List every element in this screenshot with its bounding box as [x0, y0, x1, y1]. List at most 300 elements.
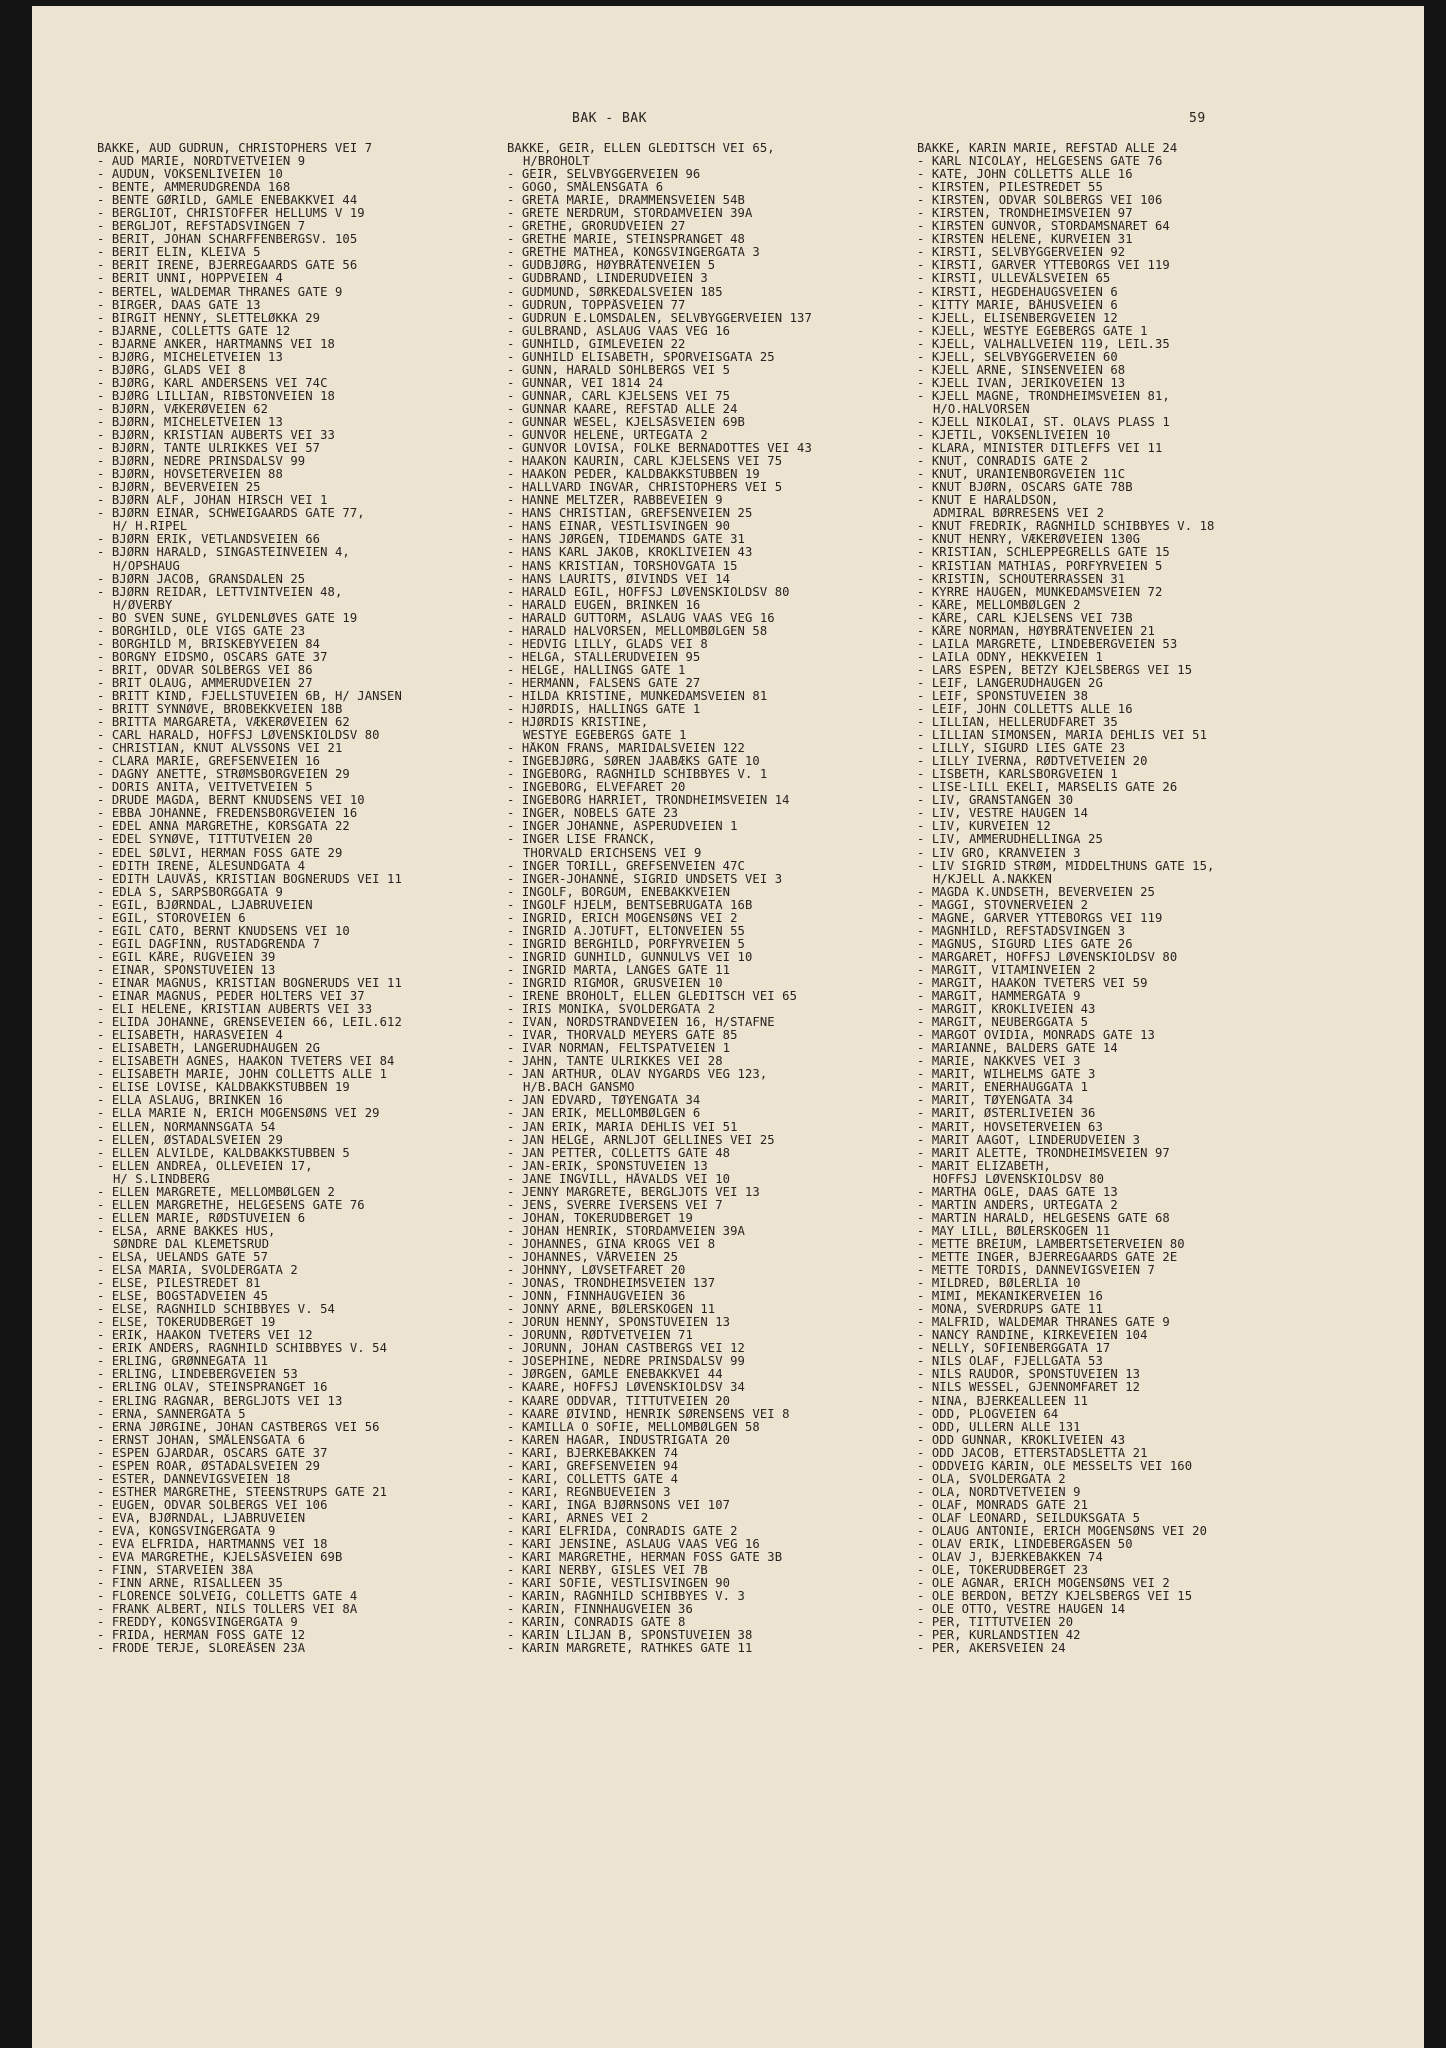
directory-entry: - BJØRN EINAR, SCHWEIGAARDS GATE 77, [97, 507, 365, 521]
directory-entry-continuation: H/B.BACH GANSMO [523, 1081, 635, 1095]
directory-entry: - INGRID, ERICH MOGENSØNS VEI 2 [507, 911, 738, 925]
directory-entry: - MARTIN HARALD, HELGESENS GATE 68 [917, 1211, 1170, 1225]
directory-entry: - MARTIN ANDERS, URTEGATA 2 [917, 1198, 1118, 1212]
directory-entry: - LARS ESPEN, BETZY KJELSBERGS VEI 15 [917, 663, 1193, 677]
directory-entry: - HANS LAURITS, ØIVINDS VEI 14 [507, 572, 731, 586]
directory-entry: - KARIN MARGRETE, RATHKES GATE 11 [507, 1642, 753, 1656]
directory-entry: - HÅKON FRANS, MARIDALSVEIEN 122 [507, 742, 745, 756]
directory-entry: - HERMANN, FALSENS GATE 27 [507, 676, 701, 690]
directory-entry: - MARIT ALETTE, TRONDHEIMSVEIEN 97 [917, 1146, 1170, 1160]
directory-entry: - EDLA S, SARPSBORGGATA 9 [97, 885, 283, 899]
directory-entry: - ODD, ULLERN ALLE 131 [917, 1420, 1081, 1434]
directory-entry: - OLE OTTO, VESTRE HAUGEN 14 [917, 1603, 1126, 1617]
directory-entry: - EDEL ANNA MARGRETHE, KORSGATA 22 [97, 820, 350, 834]
directory-entry: - AUDUN, VOKSENLIVEIEN 10 [97, 168, 283, 182]
directory-entry: - HELGA, STALLERUDVEIEN 95 [507, 650, 701, 664]
directory-entry: - GUNHILD ELISABETH, SPORVEISGATA 25 [507, 350, 775, 364]
directory-entry: - INGRID RIGMOR, GRUSVEIEN 10 [507, 977, 723, 990]
directory-entry: - GEIR, SELVBYGGERVEIEN 96 [507, 168, 701, 182]
directory-entry: - JOHAN, TOKERUDBERGET 19 [507, 1211, 693, 1225]
directory-entry: - KIRSTI, ULLEVÅLSVEIEN 65 [917, 272, 1111, 286]
directory-entry: - BJØRG LILLIAN, RIBSTONVEIEN 18 [97, 389, 335, 403]
directory-entry: - ERLING, GRØNNEGATA 11 [97, 1355, 269, 1369]
directory-entry: - BJØRG, GLADS VEI 8 [97, 363, 246, 377]
directory-entry: - LIV GRO, KRANVEIEN 3 [917, 846, 1081, 860]
directory-entry: - GUNHILD, GIMLEVEIEN 22 [507, 337, 686, 351]
scan-border-right [1424, 0, 1446, 2048]
directory-entry: - HANS EINAR, VESTLISVINGEN 90 [507, 520, 731, 534]
directory-entry-continuation: H/KJELL A.NAKKEN [933, 872, 1052, 886]
directory-entry: - BERGLJOT, REFSTADSVINGEN 7 [97, 220, 306, 234]
directory-entry: - EINAR MAGNUS, KRISTIAN BOGNERUDS VEI 11 [97, 977, 402, 990]
directory-entry: - KIRSTI, HEGDEHAUGSVEIEN 6 [917, 285, 1118, 299]
directory-entry: - EGIL KÅRE, RUGVEIEN 39 [97, 950, 276, 964]
directory-entry: - OLA, SVOLDERGATA 2 [917, 1472, 1066, 1486]
directory-entry: - BORGHILD M, BRISKEBYVEIEN 84 [97, 637, 321, 651]
directory-entry: - NILS RAUDOR, SPONSTUVEIEN 13 [917, 1368, 1141, 1382]
directory-entry: - GUNNAR, VEI 1814 24 [507, 376, 664, 390]
directory-entry-continuation: H/ H.RIPEL [113, 520, 188, 534]
directory-entry: - ODD JACOB, ETTERSTADSLETTA 21 [917, 1446, 1148, 1460]
directory-entry: - LAILA ODNY, HEKKVEIEN 1 [917, 650, 1103, 664]
directory-entry-continuation: SØNDRE DAL KLEMETSRUD [113, 1237, 270, 1251]
directory-entry: - INGEBJØRG, SØREN JAABÆKS GATE 10 [507, 755, 760, 769]
directory-entry: - KJELL, WESTYE EGEBERGS GATE 1 [917, 324, 1148, 338]
directory-entry: - ODD, PLOGVEIEN 64 [917, 1407, 1059, 1421]
directory-entry: - ERLING, LINDEBERGVEIEN 53 [97, 1368, 298, 1382]
directory-entry: - KIRSTEN, TRONDHEIMSVEIEN 97 [917, 207, 1133, 221]
directory-entry: - KJELL, VALHALLVEIEN 119, LEIL.35 [917, 337, 1170, 351]
directory-entry: - ELSE, TOKERUDBERGET 19 [97, 1316, 276, 1330]
directory-entry: - KRISTIAN MATHIAS, PORFYRVEIEN 5 [917, 559, 1163, 573]
directory-entry: - BRITTA MARGARETA, VÆKERØVEIEN 62 [97, 716, 350, 730]
directory-entry: - IVAN, NORDSTRANDVEIEN 16, H/STAFNE [507, 1016, 775, 1030]
directory-entry: - MARIT, TØYENGATA 34 [917, 1094, 1074, 1108]
directory-entry: - KARI MARGRETHE, HERMAN FOSS GATE 3B [507, 1551, 783, 1565]
directory-entry: - EDITH LAUVÅS, KRISTIAN BOGNERUDS VEI 11 [97, 872, 402, 886]
directory-entry: - MARIT, HOVSETERVEIEN 63 [917, 1120, 1103, 1134]
directory-entry-continuation: H/OPSHAUG [113, 559, 180, 573]
directory-entry: - EUGEN, ODVAR SOLBERGS VEI 106 [97, 1498, 328, 1512]
directory-entry: - INGRID GUNHILD, GUNNULVS VEI 10 [507, 950, 753, 964]
directory-entry: - LISE-LILL EKELI, MARSELIS GATE 26 [917, 781, 1178, 795]
directory-entry: - BORGNY EIDSMO, OSCARS GATE 37 [97, 650, 328, 664]
directory-entry: - BIRGIT HENNY, SLETTELØKKA 29 [97, 311, 321, 325]
directory-entry: - OLAF LEONARD, SEILDUKSGATA 5 [917, 1511, 1141, 1525]
directory-entry: - EVA, BJØRNDAL, LJABRUVEIEN [97, 1511, 306, 1525]
directory-entry: - KJELL NIKOLAI, ST. OLAVS PLASS 1 [917, 415, 1170, 429]
directory-entry: - INGER-JOHANNE, SIGRID UNDSETS VEI 3 [507, 872, 783, 886]
directory-entry: - GUDRUN E.LOMSDALEN, SELVBYGGERVEIEN 137 [507, 311, 812, 325]
directory-entry: - MARIANNE, BALDERS GATE 14 [917, 1042, 1118, 1056]
directory-entry: - ELSA, UELANDS GATE 57 [97, 1250, 269, 1264]
directory-entry: - KNUT, CONRADIS GATE 2 [917, 455, 1089, 469]
directory-entry: - BERTEL, WALDEMAR THRANES GATE 9 [97, 285, 343, 299]
directory-entry: - HILDA KRISTINE, MUNKEDAMSVEIEN 81 [507, 689, 768, 703]
directory-entry: - KÅRE, MELLOMBØLGEN 2 [917, 598, 1081, 612]
directory-entry: - ELLEN MARIE, RØDSTUVEIEN 6 [97, 1211, 306, 1225]
directory-entry: - JORUNN, RØDTVETVEIEN 71 [507, 1329, 693, 1343]
directory-entry: - BERGLIOT, CHRISTOFFER HELLUMS V 19 [97, 207, 365, 221]
directory-entry: - BJØRN, MICHELETVEIEN 13 [97, 415, 283, 429]
directory-entry: - BJØRN HARALD, SINGASTEINVEIEN 4, [97, 546, 350, 560]
directory-entry: - ELLEN MARGRETE, MELLOMBØLGEN 2 [97, 1185, 335, 1199]
directory-entry: - ELLEN ALVILDE, KALDBAKKSTUBBEN 5 [97, 1146, 350, 1160]
directory-entry: - KARI NERBY, GISLES VEI 7B [507, 1564, 708, 1578]
directory-entry: - IRIS MONIKA, SVOLDERGATA 2 [507, 1003, 716, 1017]
directory-entry: - GUNVOR LOVISA, FOLKE BERNADOTTES VEI 43 [507, 442, 812, 456]
directory-entry: - ELSA MARIA, SVOLDERGATA 2 [97, 1264, 298, 1278]
directory-entry: - JAN EDVARD, TØYENGATA 34 [507, 1094, 701, 1108]
directory-entry: - MIMI, MEKANIKERVEIEN 16 [917, 1290, 1103, 1304]
directory-entry: - GRETHE, GRORUDVEIEN 27 [507, 220, 686, 234]
directory-entry: - KARIN, RAGNHILD SCHIBBYES V. 3 [507, 1590, 745, 1604]
directory-entry: - JOSEPHINE, NEDRE PRINSDALSV 99 [507, 1355, 745, 1369]
directory-entry: - BJØRN ERIK, VETLANDSVEIEN 66 [97, 533, 321, 547]
directory-entry: - KIRSTEN HELENE, KURVEIEN 31 [917, 233, 1133, 247]
directory-entry: - INGER LISE FRANCK, [507, 833, 656, 847]
directory-entry: - KNUT HENRY, VÆKERØVEIEN 130G [917, 533, 1141, 547]
directory-entry: - GRETE NERDRUM, STORDAMVEIEN 39A [507, 207, 753, 221]
directory-entry: - JOHANNES, GINA KROGS VEI 8 [507, 1237, 716, 1251]
directory-entry: - OLAF, MONRADS GATE 21 [917, 1498, 1089, 1512]
directory-entry: - GUNNAR WESEL, KJELSÅSVEIEN 69B [507, 415, 745, 429]
directory-entry: - HANNE MELTZER, RABBEVEIEN 9 [507, 494, 723, 508]
directory-entry: - LILLY IVERNA, RØDTVETVEIEN 20 [917, 755, 1148, 769]
directory-entry: - ELLEN ANDREA, OLLEVEIEN 17, [97, 1159, 313, 1173]
directory-entry: - KIRSTEN, ODVAR SOLBERGS VEI 106 [917, 194, 1163, 208]
directory-entry: - KNUT FREDRIK, RAGNHILD SCHIBBYES V. 18 [917, 520, 1215, 534]
directory-entry: - ELLEN, ØSTADALSVEIEN 29 [97, 1133, 283, 1147]
directory-entry: - EGIL CATO, BERNT KNUDSENS VEI 10 [97, 924, 350, 938]
directory-entry: - DORIS ANITA, VEITVETVEIEN 5 [97, 781, 313, 795]
directory-entry: - ELSE, PILESTREDET 81 [97, 1277, 261, 1291]
directory-entry: - KJELL, SELVBYGGERVEIEN 60 [917, 350, 1118, 364]
directory-entry-continuation: THORVALD ERICHSENS VEI 9 [523, 846, 702, 860]
directory-entry: - GUDBJØRG, HØYBRÅTENVEIEN 5 [507, 259, 716, 273]
directory-page [32, 6, 1424, 2048]
directory-entry: - HALLVARD INGVAR, CHRISTOPHERS VEI 5 [507, 481, 783, 495]
directory-entry: - BJØRN JACOB, GRANSDALEN 25 [97, 572, 306, 586]
directory-entry: - IVAR NORMAN, FELTSPATVEIEN 1 [507, 1042, 731, 1056]
directory-entry: - LEIF, JOHN COLLETTS ALLE 16 [917, 703, 1133, 717]
directory-entry: - JAN ERIK, MELLOMBØLGEN 6 [507, 1107, 701, 1121]
directory-entry: - ELLA MARIE N, ERICH MOGENSØNS VEI 29 [97, 1107, 380, 1121]
directory-entry: - JANE INGVILL, HÅVALDS VEI 10 [507, 1172, 731, 1186]
directory-entry: - MAY LILL, BØLERSKOGEN 11 [917, 1224, 1111, 1238]
directory-column-2 [507, 142, 917, 1655]
directory-entry: - BO SVEN SUNE, GYLDENLØVES GATE 19 [97, 611, 358, 625]
directory-entry: - GRETHE MATHEA, KONGSVINGERGATA 3 [507, 246, 760, 260]
directory-entry: - KARI, COLLETTS GATE 4 [507, 1472, 679, 1486]
directory-entry-continuation: ADMIRAL BØRRESENS VEI 2 [933, 507, 1105, 521]
directory-entry: - ELLEN, NORMANNSGATA 54 [97, 1120, 276, 1134]
directory-entry: - LILLIAN SIMONSEN, MARIA DEHLIS VEI 51 [917, 729, 1208, 743]
directory-entry: - EVA, KONGSVINGERGATA 9 [97, 1524, 276, 1538]
directory-entry: - KAARE ODDVAR, TITTUTVEIEN 20 [507, 1394, 731, 1408]
directory-entry: - KAMILLA O SOFIE, MELLOMBØLGEN 58 [507, 1420, 760, 1434]
directory-entry: - FRANK ALBERT, NILS TOLLERS VEI 8A [97, 1603, 358, 1617]
directory-entry: - EGIL, BJØRNDAL, LJABRUVEIEN [97, 898, 313, 912]
directory-entry: - DAGNY ANETTE, STRØMSBORGVEIEN 29 [97, 768, 350, 782]
directory-entry: - MAGNHILD, REFSTADSVINGEN 3 [917, 924, 1126, 938]
directory-entry: - KARI ELFRIDA, CONRADIS GATE 2 [507, 1524, 738, 1538]
directory-entry: - MARIT, ENERHAUGGATA 1 [917, 1081, 1089, 1095]
directory-entry: - MARIE, NAKKVES VEI 3 [917, 1055, 1081, 1069]
directory-entry: - HANS KRISTIAN, TORSHOVGATA 15 [507, 559, 738, 573]
directory-entry: - BERIT IRENE, BJERREGAARDS GATE 56 [97, 259, 358, 273]
directory-entry: - EDITH IRENE, ÅLESUNDGATA 4 [97, 859, 306, 873]
directory-entry: - BRITT KIND, FJELLSTUVEIEN 6B, H/ JANSEN [97, 689, 402, 703]
directory-entry: - DRUDE MAGDA, BERNT KNUDSENS VEI 10 [97, 794, 365, 808]
directory-entry: - INGER, NOBELS GATE 23 [507, 807, 679, 821]
directory-entry: - NELLY, SOFIENBERGGATA 17 [917, 1342, 1111, 1356]
directory-entry: - INGRID A.JOTUFT, ELTONVEIEN 55 [507, 924, 745, 938]
directory-entry: - JOHNNY, LØVSETFARET 20 [507, 1264, 686, 1278]
directory-entry: - BJARNE, COLLETTS GATE 12 [97, 324, 291, 338]
directory-entry: - ELISABETH MARIE, JOHN COLLETTS ALLE 1 [97, 1068, 388, 1082]
directory-entry: - KIRSTEN GUNVOR, STORDAMSNARET 64 [917, 220, 1170, 234]
directory-entry: - KNUT BJØRN, OSCARS GATE 78B [917, 481, 1133, 495]
page-number: 59 [1189, 111, 1206, 126]
directory-column-1 [97, 142, 507, 1655]
directory-entry: - MARIT AAGOT, LINDERUDVEIEN 3 [917, 1133, 1141, 1147]
directory-entry: - ERNA JØRGINE, JOHAN CASTBERGS VEI 56 [97, 1420, 380, 1434]
directory-entry: - MARIT ELIZABETH, [917, 1159, 1051, 1173]
directory-column-3 [917, 142, 1327, 1655]
directory-entry: - EDEL SØLVI, HERMAN FOSS GATE 29 [97, 846, 343, 860]
directory-entry: - JAHN, TANTE ULRIKKES VEI 28 [507, 1055, 723, 1069]
directory-entry: - KJELL IVAN, JERIKOVEIEN 13 [917, 376, 1126, 390]
directory-entry: - METTE BREIUM, LAMBERTSETERVEIEN 80 [917, 1237, 1185, 1251]
directory-entry: - BRIT OLAUG, AMMERUDVEIEN 27 [97, 676, 313, 690]
directory-entry: - MONA, SVERDRUPS GATE 11 [917, 1303, 1103, 1317]
directory-entry: - IRENE BROHOLT, ELLEN GLEDITSCH VEI 65 [507, 990, 798, 1004]
directory-entry: - GUDBRAND, LINDERUDVEIEN 3 [507, 272, 708, 286]
directory-entry: - ESTHER MARGRETHE, STEENSTRUPS GATE 21 [97, 1485, 388, 1499]
directory-entry: - OLE, TOKERUDBERGET 23 [917, 1564, 1089, 1578]
directory-entry: - INGRID MARTA, LANGES GATE 11 [507, 963, 731, 977]
directory-entry: - BERIT ELIN, KLEIVA 5 [97, 246, 261, 260]
directory-entry: - JENNY MARGRETE, BERGLJOTS VEI 13 [507, 1185, 760, 1199]
directory-entry: - ESPEN GJARDAR, OSCARS GATE 37 [97, 1446, 328, 1460]
directory-entry-continuation: H/ØVERBY [113, 598, 173, 612]
directory-entry: - MARGOT OVIDIA, MONRADS GATE 13 [917, 1029, 1155, 1043]
directory-entry: - HANS KARL JAKOB, KROKLIVEIEN 43 [507, 546, 753, 560]
directory-entry: - ERLING OLAV, STEINSPRANGET 16 [97, 1381, 328, 1395]
directory-entry: - ESPEN ROAR, ØSTADALSVEIEN 29 [97, 1459, 321, 1473]
directory-entry: - FRIDA, HERMAN FOSS GATE 12 [97, 1629, 306, 1643]
directory-entry: - KARL NICOLAY, HELGESENS GATE 76 [917, 155, 1163, 169]
directory-entry: - ELSA, ARNE BAKKES HUS, [97, 1224, 276, 1238]
directory-entry: - ELISABETH, HARASVEIEN 4 [97, 1029, 283, 1043]
directory-entry: - FINN, STARVEIEN 38A [97, 1564, 254, 1578]
directory-entry: BAKKE, KARIN MARIE, REFSTAD ALLE 24 [917, 142, 1178, 155]
directory-entry: - KYRRE HAUGEN, MUNKEDAMSVEIEN 72 [917, 585, 1163, 599]
directory-entry: - LIV, GRANSTANGEN 30 [917, 794, 1074, 808]
directory-entry: - KÅRE, CARL KJELSENS VEI 73B [917, 611, 1133, 625]
directory-entry: - ERNA, SANNERGATA 5 [97, 1407, 246, 1421]
directory-entry: - OLAV J, BJERKEBAKKEN 74 [917, 1551, 1103, 1565]
directory-entry: - ELSE, BOGSTADVEIEN 45 [97, 1290, 269, 1304]
directory-entry: - KAREN HAGAR, INDUSTRIGATA 20 [507, 1433, 731, 1447]
directory-entry: - IVAR, THORVALD MEYERS GATE 85 [507, 1029, 738, 1043]
directory-entry: - KAARE, HOFFSJ LØVENSKIOLDSV 34 [507, 1381, 745, 1395]
directory-entry: - BERIT UNNI, HOPPVEIEN 4 [97, 272, 283, 286]
directory-entry: - JENS, SVERRE IVERSENS VEI 7 [507, 1198, 723, 1212]
scan-border-left [0, 0, 32, 2048]
directory-entry: - ERIK, HAAKON TVETERS VEI 12 [97, 1329, 313, 1343]
directory-entry: - CLARA MARIE, GREFSENVEIEN 16 [97, 755, 321, 769]
directory-entry: - GUNNAR, CARL KJELSENS VEI 75 [507, 389, 731, 403]
directory-entry: - INGEBORG HARRIET, TRONDHEIMSVEIEN 14 [507, 794, 790, 808]
directory-entry: - JONNY ARNE, BØLERSKOGEN 11 [507, 1303, 716, 1317]
directory-entry: - EBBA JOHANNE, FREDENSBORGVEIEN 16 [97, 807, 358, 821]
directory-entry: - CHRISTIAN, KNUT ALVSSONS VEI 21 [97, 742, 343, 756]
directory-entry: - MAGGI, STOVNERVEIEN 2 [917, 898, 1089, 912]
directory-entry: - KARIN, FINNHAUGVEIEN 36 [507, 1603, 693, 1617]
directory-entry: - EINAR MAGNUS, PEDER HOLTERS VEI 37 [97, 990, 365, 1004]
directory-entry: - KARI SOFIE, VESTLISVINGEN 90 [507, 1577, 731, 1591]
directory-entry: - GUDRUN, TOPPÅSVEIEN 77 [507, 298, 686, 312]
directory-entry: - GUNN, HARALD SOHLBERGS VEI 5 [507, 363, 731, 377]
directory-entry: - LILLY, SIGURD LIES GATE 23 [917, 742, 1126, 756]
directory-entry: - MARGIT, VITAMINVEIEN 2 [917, 963, 1096, 977]
directory-entry: - KRISTIN, SCHOUTERRASSEN 31 [917, 572, 1126, 586]
directory-entry: - INGRID BERGHILD, PORFYRVEIEN 5 [507, 937, 745, 951]
directory-entry: - KNUT E HARALDSON, [917, 494, 1059, 508]
directory-entry: - FREDDY, KONGSVINGERGATA 9 [97, 1616, 298, 1630]
directory-entry: - MARIT, WILHELMS GATE 3 [917, 1068, 1096, 1082]
directory-entry: - KJELL MAGNE, TRONDHEIMSVEIEN 81, [917, 389, 1170, 403]
directory-entry: - OLAUG ANTONIE, ERICH MOGENSØNS VEI 20 [917, 1524, 1208, 1538]
directory-entry-continuation: H/ S.LINDBERG [113, 1172, 210, 1186]
directory-entry: - BJØRN REIDAR, LETTVINTVEIEN 48, [97, 585, 343, 599]
directory-entry: - EDEL SYNØVE, TITTUTVEIEN 20 [97, 833, 313, 847]
directory-entry: BAKKE, AUD GUDRUN, CHRISTOPHERS VEI 7 [97, 142, 373, 155]
directory-entry: - HELGE, HALLINGS GATE 1 [507, 663, 686, 677]
directory-entry: - BRITT SYNNØVE, BROBEKKVEIEN 18B [97, 703, 343, 717]
directory-entry: - ERNST JOHAN, SMÅLENSGATA 6 [97, 1433, 306, 1447]
directory-entry: - INGER TORILL, GREFSENVEIEN 47C [507, 859, 745, 873]
directory-entry: - INGEBORG, RAGNHILD SCHIBBYES V. 1 [507, 768, 768, 782]
directory-entry: - KLARA, MINISTER DITLEFFS VEI 11 [917, 442, 1163, 456]
directory-entry: - MARGIT, KROKLIVEIEN 43 [917, 1003, 1096, 1017]
directory-entry: - KJETIL, VOKSENLIVEIEN 10 [917, 429, 1111, 443]
directory-entry: - GOGO, SMÅLENSGATA 6 [507, 181, 664, 195]
directory-entry: - METTE TORDIS, DANNEVIGSVEIEN 7 [917, 1264, 1155, 1278]
directory-entry: - BERIT, JOHAN SCHARFFENBERGSV. 105 [97, 233, 358, 247]
directory-entry: - FRODE TERJE, SLOREÅSEN 23A [97, 1642, 306, 1656]
directory-entry: - BENTE GØRILD, GAMLE ENEBAKKVEI 44 [97, 194, 358, 208]
directory-entry: - GRETA MARIE, DRAMMENSVEIEN 54B [507, 194, 745, 208]
directory-entry: - GUNNAR KAARE, REFSTAD ALLE 24 [507, 402, 738, 416]
directory-entry: - MARGIT, HAMMERGATA 9 [917, 990, 1081, 1004]
directory-entry: - KAARE ØIVIND, HENRIK SØRENSENS VEI 8 [507, 1407, 790, 1421]
directory-entry: - MILDRED, BØLERLIA 10 [917, 1277, 1081, 1291]
directory-entry: - LIV, AMMERUDHELLINGA 25 [917, 833, 1103, 847]
directory-entry: - LISBETH, KARLSBORGVEIEN 1 [917, 768, 1118, 782]
directory-entry: - MALFRID, WALDEMAR THRANES GATE 9 [917, 1316, 1170, 1330]
directory-entry: - GUDMUND, SØRKEDALSVEIEN 185 [507, 285, 723, 299]
directory-entry: - ELSE, RAGNHILD SCHIBBYES V. 54 [97, 1303, 335, 1317]
directory-entry: - ELISE LOVISE, KALDBAKKSTUBBEN 19 [97, 1081, 350, 1095]
directory-entry: - INGOLF, BORGUM, ENEBAKKVEIEN [507, 885, 731, 899]
directory-entry: - BJØRN, HOVSETERVEIEN 88 [97, 468, 283, 482]
directory-entry: - EVA ELFRIDA, HARTMANNS VEI 18 [97, 1538, 328, 1552]
directory-entry: - INGER JOHANNE, ASPERUDVEIEN 1 [507, 820, 738, 834]
directory-entry: - FLORENCE SOLVEIG, COLLETTS GATE 4 [97, 1590, 358, 1604]
directory-entry: - HARALD HALVORSEN, MELLOMBØLGEN 58 [507, 624, 768, 638]
directory-entry: - HANS CHRISTIAN, GREFSENVEIEN 25 [507, 507, 753, 521]
directory-entry: - BJØRN ALF, JOHAN HIRSCH VEI 1 [97, 494, 328, 508]
directory-entry: - KATE, JOHN COLLETTS ALLE 16 [917, 168, 1133, 182]
directory-entry-continuation: HOFFSJ LØVENSKIOLDSV 80 [933, 1172, 1105, 1186]
directory-entry: - KARI JENSINE, ASLAUG VAAS VEG 16 [507, 1538, 760, 1552]
directory-entry: - ELISABETH AGNES, HAAKON TVETERS VEI 84 [97, 1055, 395, 1069]
directory-entry: - OLA, NORDTVETVEIEN 9 [917, 1485, 1081, 1499]
directory-entry: - JAN HELGE, ARNLJOT GELLINES VEI 25 [507, 1133, 775, 1147]
directory-entry: - OLE AGNAR, ERICH MOGENSØNS VEI 2 [917, 1577, 1170, 1591]
header-range: BAK - BAK [572, 111, 647, 126]
directory-entry: - MARIT, ØSTERLIVEIEN 36 [917, 1107, 1096, 1121]
directory-entry: - KÅRE NORMAN, HØYBRÅTENVEIEN 21 [917, 624, 1155, 638]
directory-entry: - HJØRDIS, HALLINGS GATE 1 [507, 703, 701, 717]
directory-entry: - INGEBORG, ELVEFARET 20 [507, 781, 686, 795]
directory-entry: - CARL HARALD, HOFFSJ LØVENSKIOLDSV 80 [97, 729, 380, 743]
directory-entry: - BJARNE ANKER, HARTMANNS VEI 18 [97, 337, 335, 351]
directory-entry: - NILS WESSEL, GJENNOMFARET 12 [917, 1381, 1141, 1395]
directory-entry: - JØRGEN, GAMLE ENEBAKKVEI 44 [507, 1368, 723, 1382]
directory-entry: - KARIN, CONRADIS GATE 8 [507, 1616, 686, 1630]
directory-entry: - EVA MARGRETHE, KJELSÅSVEIEN 69B [97, 1551, 343, 1565]
directory-entry: - HAAKON PEDER, KALDBAKKSTUBBEN 19 [507, 468, 760, 482]
directory-entry: - MARTHA OGLE, DAAS GATE 13 [917, 1185, 1118, 1199]
directory-entry: - PER, TITTUTVEIEN 20 [917, 1616, 1074, 1630]
directory-entry: - ELI HELENE, KRISTIAN AUBERTS VEI 33 [97, 1003, 373, 1017]
directory-entry: - LIV, VESTRE HAUGEN 14 [917, 807, 1089, 821]
directory-entry: - JONAS, TRONDHEIMSVEIEN 137 [507, 1277, 716, 1291]
directory-entry: - KNUT, URANIENBORGVEIEN 11C [917, 468, 1126, 482]
directory-entry: - JAN ARTHUR, OLAV NYGARDS VEG 123, [507, 1068, 768, 1082]
directory-entry: BAKKE, GEIR, ELLEN GLEDITSCH VEI 65, [507, 142, 775, 155]
directory-entry: - FINN ARNE, RISALLEEN 35 [97, 1577, 283, 1591]
directory-entry: - MARGARET, HOFFSJ LØVENSKIOLDSV 80 [917, 950, 1178, 964]
directory-entry: - KIRSTI, GARVER YTTEBORGS VEI 119 [917, 259, 1170, 273]
directory-entry: - JOHAN HENRIK, STORDAMVEIEN 39A [507, 1224, 745, 1238]
directory-entry: - GULBRAND, ASLAUG VAAS VEG 16 [507, 324, 731, 338]
directory-entry-continuation: H/O.HALVORSEN [933, 402, 1030, 416]
directory-entry-continuation: H/BROHOLT [523, 155, 590, 169]
directory-entry: - LIV, KURVEIEN 12 [917, 820, 1051, 834]
directory-entry: - METTE INGER, BJERREGAARDS GATE 2E [917, 1250, 1178, 1264]
directory-entry: - AUD MARIE, NORDTVETVEIEN 9 [97, 155, 306, 169]
directory-entry: - LIV SIGRID STRØM, MIDDELTHUNS GATE 15, [917, 859, 1215, 873]
directory-entry: - JOHANNES, VÅRVEIEN 25 [507, 1250, 679, 1264]
directory-entry: - KIRSTI, SELVBYGGERVEIEN 92 [917, 246, 1126, 260]
directory-entry: - KITTY MARIE, BÅHUSVEIEN 6 [917, 298, 1118, 312]
directory-entry: - LEIF, LANGERUDHAUGEN 2G [917, 676, 1103, 690]
directory-entry: - BJØRG, MICHELETVEIEN 13 [97, 350, 283, 364]
directory-entry: - BJØRN, KRISTIAN AUBERTS VEI 33 [97, 429, 335, 443]
directory-entry: - JORUN HENNY, SPONSTUVEIEN 13 [507, 1316, 731, 1330]
directory-entry: - OLE BERDON, BETZY KJELSBERGS VEI 15 [917, 1590, 1193, 1604]
directory-entry: - JAN-ERIK, SPONSTUVEIEN 13 [507, 1159, 708, 1173]
directory-entry: - KJELL, ELISENBERGVEIEN 12 [917, 311, 1118, 325]
directory-entry: - MARGIT, NEUBERGGATA 5 [917, 1016, 1089, 1030]
directory-entry: - BIRGER, DAAS GATE 13 [97, 298, 261, 312]
directory-entry: - KARI, REGNBUEVEIEN 3 [507, 1485, 671, 1499]
